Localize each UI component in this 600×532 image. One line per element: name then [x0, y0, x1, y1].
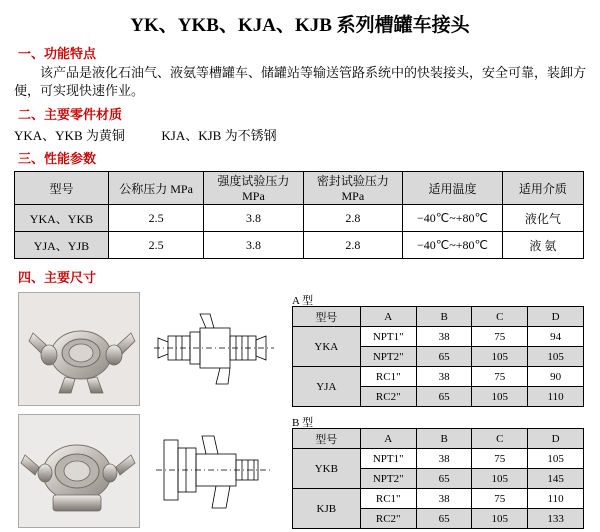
- dim-a-r1-c3: 105: [472, 347, 528, 367]
- dimension-table-b: [292, 428, 584, 529]
- dim-b-r2-c3: 75: [472, 489, 528, 509]
- perf-r0-c5: 液化气: [502, 205, 583, 232]
- material-line: [14, 125, 600, 144]
- dim-a-r3-c4: 110: [528, 387, 584, 407]
- perf-col-4: 适用温度: [403, 172, 503, 205]
- dim-a-r3-c1: RC2": [360, 387, 416, 407]
- dim-b-col-4: D: [528, 429, 584, 449]
- perf-r1-c5: 液 氨: [502, 232, 583, 259]
- table-row: [293, 489, 584, 509]
- section-heading-material: 二、主要零件材质: [18, 107, 123, 122]
- perf-r1-c2: 3.8: [204, 232, 303, 259]
- product-photo-b: [18, 414, 140, 528]
- dim-b-model-1: KJB: [293, 489, 361, 529]
- page-title: YK、YKB、KJA、KJB 系列槽罐车接头: [130, 15, 470, 36]
- perf-col-2: 强度试验压力 MPa: [204, 172, 303, 205]
- section-heading-performance: 三、性能参数: [18, 151, 97, 166]
- technical-drawing-b: [150, 414, 278, 526]
- perf-col-5: 适用介质: [502, 172, 583, 205]
- dim-b-r3-c4: 133: [528, 509, 584, 529]
- dimension-block-b-label: B 型: [292, 417, 314, 429]
- perf-r1-c4: −40℃~+80℃: [403, 232, 503, 259]
- dim-b-col-1: A: [360, 429, 416, 449]
- perf-r1-c0: YJA、YJB: [15, 232, 109, 259]
- dim-b-r1-c3: 105: [472, 469, 528, 489]
- dim-a-col-0: 型号: [293, 307, 361, 327]
- dim-a-r2-c4: 90: [528, 367, 584, 387]
- dim-a-col-2: B: [416, 307, 472, 327]
- dim-a-r1-c1: NPT2": [360, 347, 416, 367]
- dim-b-r3-c3: 105: [472, 509, 528, 529]
- dimension-table-a: [292, 306, 584, 407]
- dim-a-model-0: YKA: [293, 327, 361, 367]
- dim-a-r0-c4: 94: [528, 327, 584, 347]
- dimension-block-a: [0, 292, 600, 410]
- dim-b-col-2: B: [416, 429, 472, 449]
- document-page: [0, 10, 600, 526]
- dimension-block-a-label: A 型: [292, 295, 314, 307]
- perf-col-3: 密封试验压力 MPa: [303, 172, 402, 205]
- dimension-block-b: [0, 414, 600, 532]
- perf-r1-c3: 2.8: [303, 232, 402, 259]
- material-left: YKA、YKB 为黄铜: [14, 128, 125, 143]
- dim-a-r1-c4: 105: [528, 347, 584, 367]
- dim-b-r0-c1: NPT1": [360, 449, 416, 469]
- table-header-row: [15, 172, 584, 205]
- table-row: [15, 205, 584, 232]
- perf-r0-c3: 2.8: [303, 205, 402, 232]
- dim-b-r0-c4: 105: [528, 449, 584, 469]
- table-row: [293, 367, 584, 387]
- dim-b-model-0: YKB: [293, 449, 361, 489]
- dim-b-r1-c4: 145: [528, 469, 584, 489]
- dim-b-r2-c1: RC1": [360, 489, 416, 509]
- perf-r0-c0: YKA、YKB: [15, 205, 109, 232]
- dim-b-r0-c2: 38: [416, 449, 472, 469]
- dim-a-r0-c1: NPT1": [360, 327, 416, 347]
- perf-col-0: 型号: [15, 172, 109, 205]
- dim-b-r1-c2: 65: [416, 469, 472, 489]
- dim-a-col-3: C: [472, 307, 528, 327]
- dimensions-area: [0, 292, 600, 532]
- table-header-row: [293, 429, 584, 449]
- dim-b-r1-c1: NPT2": [360, 469, 416, 489]
- material-right: KJA、KJB 为不锈钢: [161, 128, 277, 143]
- dim-a-r3-c3: 105: [472, 387, 528, 407]
- dim-b-r2-c2: 38: [416, 489, 472, 509]
- table-header-row: [293, 307, 584, 327]
- dim-a-col-4: D: [528, 307, 584, 327]
- dim-b-col-0: 型号: [293, 429, 361, 449]
- dim-a-model-1: YJA: [293, 367, 361, 407]
- dim-a-r2-c3: 75: [472, 367, 528, 387]
- dim-b-r3-c1: RC2": [360, 509, 416, 529]
- table-row: [293, 449, 584, 469]
- perf-col-1: 公称压力 MPa: [108, 172, 203, 205]
- dim-a-r2-c1: RC1": [360, 367, 416, 387]
- dim-a-r0-c2: 38: [416, 327, 472, 347]
- section-heading-dimensions: 四、主要尺寸: [18, 270, 97, 285]
- dim-b-r0-c3: 75: [472, 449, 528, 469]
- table-row: [293, 327, 584, 347]
- dim-a-col-1: A: [360, 307, 416, 327]
- perf-r0-c1: 2.5: [108, 205, 203, 232]
- dim-a-r0-c3: 75: [472, 327, 528, 347]
- section-heading-features: 一、功能特点: [18, 46, 97, 61]
- performance-table: [14, 171, 584, 259]
- dim-a-r2-c2: 38: [416, 367, 472, 387]
- dim-a-r3-c2: 65: [416, 387, 472, 407]
- dim-b-col-3: C: [472, 429, 528, 449]
- perf-r0-c4: −40℃~+80℃: [403, 205, 503, 232]
- table-row: [15, 232, 584, 259]
- perf-r1-c1: 2.5: [108, 232, 203, 259]
- dim-a-r1-c2: 65: [416, 347, 472, 367]
- product-photo-a: [18, 292, 140, 406]
- dim-b-r2-c4: 110: [528, 489, 584, 509]
- dim-b-r3-c2: 65: [416, 509, 472, 529]
- features-paragraph: 该产品是液化石油气、液氨等槽罐车、储罐站等输送管路系统中的快装接头，安全可靠，装卸方便，可实现快速作业。: [14, 65, 587, 98]
- technical-drawing-a: [150, 292, 278, 404]
- perf-r0-c2: 3.8: [204, 205, 303, 232]
